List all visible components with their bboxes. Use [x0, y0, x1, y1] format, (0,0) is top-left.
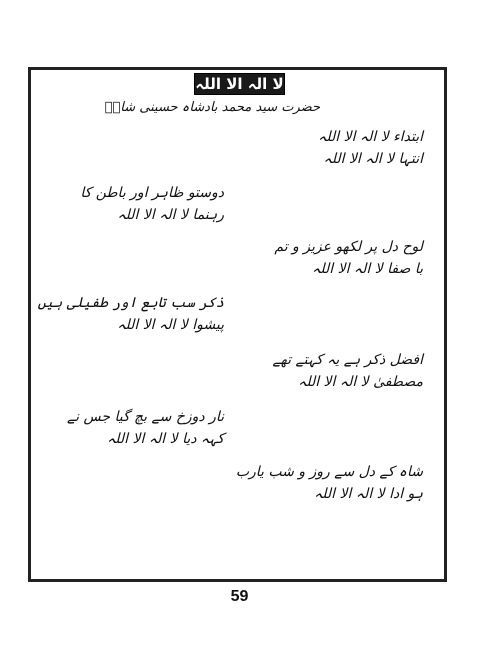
verse-line: لوح دل پر لکھو عزیز و تم: [274, 239, 423, 255]
verse-line: با صفا لا الہ الا اللہ: [312, 261, 423, 277]
stanza-right-4: [235, 461, 423, 505]
stanza-right-3: [238, 349, 423, 393]
poem-title: لا الہ الا اللہ: [195, 75, 284, 93]
stanza-right-2: [238, 236, 423, 280]
verse-line: انتہا لا الہ الا اللہ: [323, 151, 423, 167]
author-line: حضرت سید محمد بادشاہ حسینی شاہؒ: [104, 100, 320, 115]
verse-line: ابتداء لا الہ الا اللہ: [318, 129, 423, 145]
stanza-left-1: [44, 182, 224, 226]
verse-line: کہہ دیا لا الہ الا اللہ: [107, 431, 224, 447]
verse-line: ہو ادا لا الہ الا اللہ: [314, 486, 423, 502]
stanza-right-1: [238, 126, 423, 170]
verse-line: نار دوزخ سے بچ گیا جس نے: [66, 409, 224, 425]
stanza-left-3: [44, 406, 224, 450]
page-number: 59: [230, 588, 249, 605]
stanza-left-2: [37, 292, 224, 336]
verse-line: ذکر سب تابع اور طفیلی ہیں: [37, 295, 224, 311]
verse-line: مصطفیٰ لا الہ الا اللہ: [298, 374, 423, 390]
verse-line: شاہ کے دل سے روز و شب یارب: [235, 464, 423, 480]
verse-line: رہنما لا الہ الا اللہ: [117, 207, 224, 223]
verse-line: پیشوا لا الہ الا اللہ: [117, 317, 224, 333]
verse-line: دوستو ظاہر اور باطن کا: [80, 185, 224, 201]
verse-line: افضل ذکر ہے یہ کہتے تھے: [272, 352, 423, 368]
